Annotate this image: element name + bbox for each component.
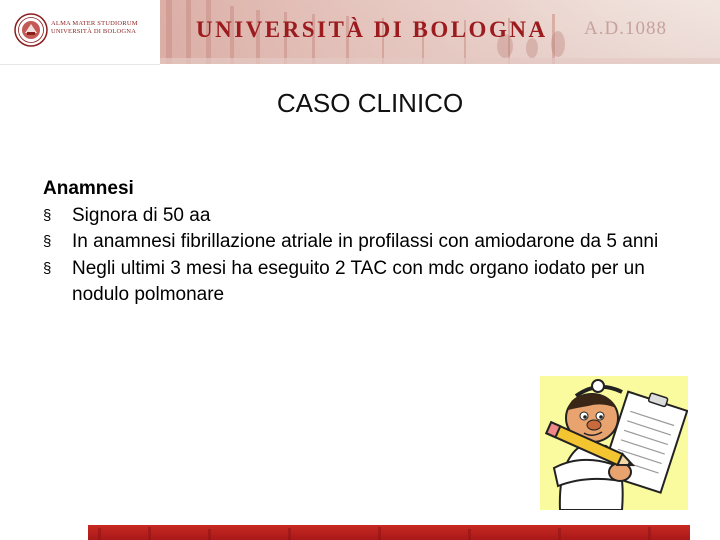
list-item-text: In anamnesi fibrillazione atriale in profilassi con amiodarone da 5 anni: [72, 231, 659, 252]
list-item: [43, 229, 683, 256]
doctor-clipart: [540, 376, 688, 510]
logo-text: [51, 20, 138, 36]
slide-title: CASO CLINICO: [276, 88, 464, 118]
bullet-icon: §: [43, 233, 52, 250]
list-item-text: Signora di 50 aa: [72, 204, 211, 226]
section-heading: Anamnesi: [43, 178, 134, 199]
list-item: [43, 203, 683, 230]
university-seal-icon: [14, 13, 48, 47]
bullet-icon: §: [43, 259, 52, 277]
banner-date: A.D.1088: [584, 18, 667, 39]
footer-pattern: [88, 525, 690, 540]
doctor-writing-icon: [540, 376, 688, 510]
footer-band: [88, 525, 690, 540]
list-item-text: Negli ultimi 3 mesi ha eseguito 2 TAC con mdc organo iodato per un nodulo polmonare: [72, 257, 645, 305]
list-item: [43, 256, 683, 309]
banner-title: UNIVERSITÀ DI BOLOGNA: [196, 17, 548, 42]
header-banner: [160, 0, 720, 64]
slide-content: [43, 176, 683, 309]
header: [0, 0, 720, 64]
logo-line-1: ALMA MATER STUDIORUM: [51, 20, 138, 27]
university-logo: [0, 0, 160, 65]
bullet-icon: §: [43, 206, 52, 224]
logo-line-2: UNIVERSITÀ DI BOLOGNA: [51, 28, 137, 35]
bullet-list: [43, 203, 683, 309]
